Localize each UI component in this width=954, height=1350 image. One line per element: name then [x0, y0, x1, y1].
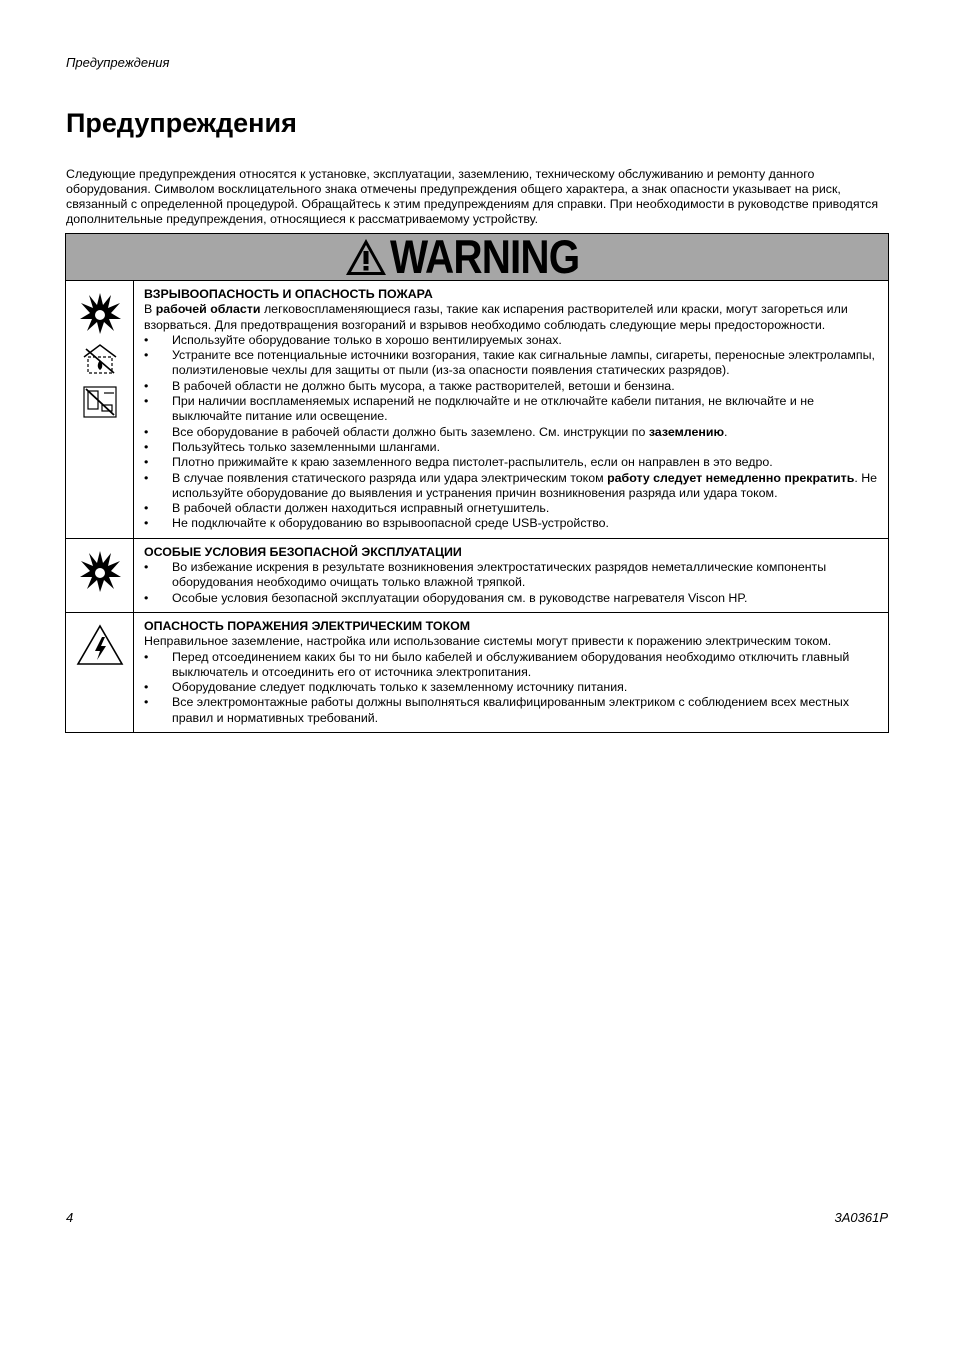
- section-title: ВЗРЫВООПАСНОСТЬ И ОПАСНОСТЬ ПОЖАРА: [144, 287, 433, 301]
- section-icons: [66, 613, 134, 732]
- item-text: .: [724, 424, 728, 439]
- warning-banner: [66, 230, 888, 283]
- list-item: • Перед отсоединением каких бы то ни было кабелей и обслуживанием оборудования необходимо отключить главный выключатель и отсоединить его от источника электропитания.: [144, 650, 880, 681]
- section-intro: Неправильное заземление, настройка или использование системы могут привести к поражению электрическим током.: [144, 634, 832, 649]
- list-item: • Используйте оборудование только в хорошо вентилируемых зонах.: [144, 333, 880, 348]
- list-item: • Оборудование следует подключать только к заземленному источнику питания.: [144, 680, 880, 695]
- item-bold: заземлению: [648, 424, 725, 439]
- bullet-list: [144, 333, 880, 532]
- section-text: [134, 539, 888, 612]
- running-header: Предупреждения: [66, 55, 170, 70]
- list-item: • Не подключайте к оборудованию во взрывоопасной среде USB-устройство.: [144, 516, 880, 531]
- section-text: [134, 281, 888, 538]
- intro-text: В: [144, 302, 156, 317]
- no-smoking-icon: [80, 381, 120, 421]
- list-item: • Во избежание искрения в результате возникновения электростатических разрядов неметаллические компоненты оборудования необходимо очищать только влажной тряпкой.: [144, 560, 880, 591]
- intro-text: легковоспламеняющиеся газы, такие как испарения растворителей или краски, могут загореться или взорваться. Для предотвращения возгораний и взрывов необходимо соблюдать следующие меры предосторожности.: [144, 302, 848, 332]
- list-item: • При наличии воспламеняемых испарений не подключайте и не отключайте кабели питания, не включайте и не выключайте питание или освещение.: [144, 394, 880, 425]
- item-text: . Не используйте оборудование до выявления и устранения причин возникновения разряда или удара током.: [172, 470, 878, 500]
- list-item: • В рабочей области должен находиться исправный огнетушитель.: [144, 501, 880, 516]
- list-item: [144, 425, 880, 440]
- section-explosion-fire: [66, 281, 888, 539]
- explosion-icon: [78, 549, 122, 593]
- section-electric-shock: [66, 613, 888, 732]
- bullet-list: [144, 560, 880, 606]
- intro-paragraph: Следующие предупреждения относятся к установке, эксплуатации, заземлению, техническому обслуживанию и ремонту данного оборудования. Символом восклицательного знака отмечены предупреждения общего характера, а знак опасности указывает на риск, связанный с определенной процедурой. Обращайтесь к этим предупреждениям для справки. При необходимости в руководстве приводятся дополнительные предупреждения, относящиеся к рассматриваемому устройству.: [66, 167, 879, 226]
- list-item: • Все электромонтажные работы должны выполняться квалифицированным электриком с соблюдением всех местных правил и нормативных требований.: [144, 695, 880, 726]
- list-item: • Устраните все потенциальные источники возгорания, такие как сигнальные лампы, сигареты, переносные электролампы, полиэтиленовые чехлы для защиты от пыли (из-за опасности появления статических разрядов).: [144, 348, 880, 379]
- section-intro: [144, 302, 880, 333]
- warning-triangle-icon: [344, 237, 388, 277]
- list-item: • Особые условия безопасной эксплуатации оборудования см. в руководстве нагревателя Viscon HP.: [144, 591, 880, 606]
- page-title: Предупреждения: [66, 108, 297, 138]
- section-text: [134, 613, 888, 732]
- section-title: ОСОБЫЕ УСЛОВИЯ БЕЗОПАСНОЙ ЭКСПЛУАТАЦИИ: [144, 544, 462, 559]
- section-icons: [66, 281, 134, 538]
- bullet-list: [144, 650, 880, 726]
- document-code: 3A0361P: [834, 1210, 888, 1225]
- item-bold: работу следует немедленно прекратить: [607, 470, 855, 485]
- list-item: • В рабочей области не должно быть мусора, а также растворителей, ветоши и бензина.: [144, 379, 880, 394]
- warning-table: [65, 230, 889, 733]
- section-icons: [66, 539, 134, 612]
- explosion-icon: [78, 291, 122, 335]
- list-item: • Плотно прижимайте к краю заземленного ведра пистолет-распылитель, если он направлен в это ведро.: [144, 455, 880, 470]
- list-item: [144, 471, 880, 502]
- section-safe-operation: [66, 539, 888, 613]
- list-item: • Пользуйтесь только заземленными шлангами.: [144, 440, 880, 455]
- item-text: В случае появления статического разряда или удара электрическим током: [172, 470, 608, 485]
- item-text: Все оборудование в рабочей области должно быть заземлено. См. инструкции по: [172, 424, 649, 439]
- electric-shock-icon: [75, 623, 125, 667]
- no-open-flame-icon: [80, 341, 120, 375]
- warning-label: WARNING: [389, 230, 580, 283]
- intro-bold: рабочей области: [155, 302, 261, 317]
- page-number: 4: [66, 1210, 74, 1225]
- section-title: ОПАСНОСТЬ ПОРАЖЕНИЯ ЭЛЕКТРИЧЕСКИМ ТОКОМ: [144, 618, 471, 633]
